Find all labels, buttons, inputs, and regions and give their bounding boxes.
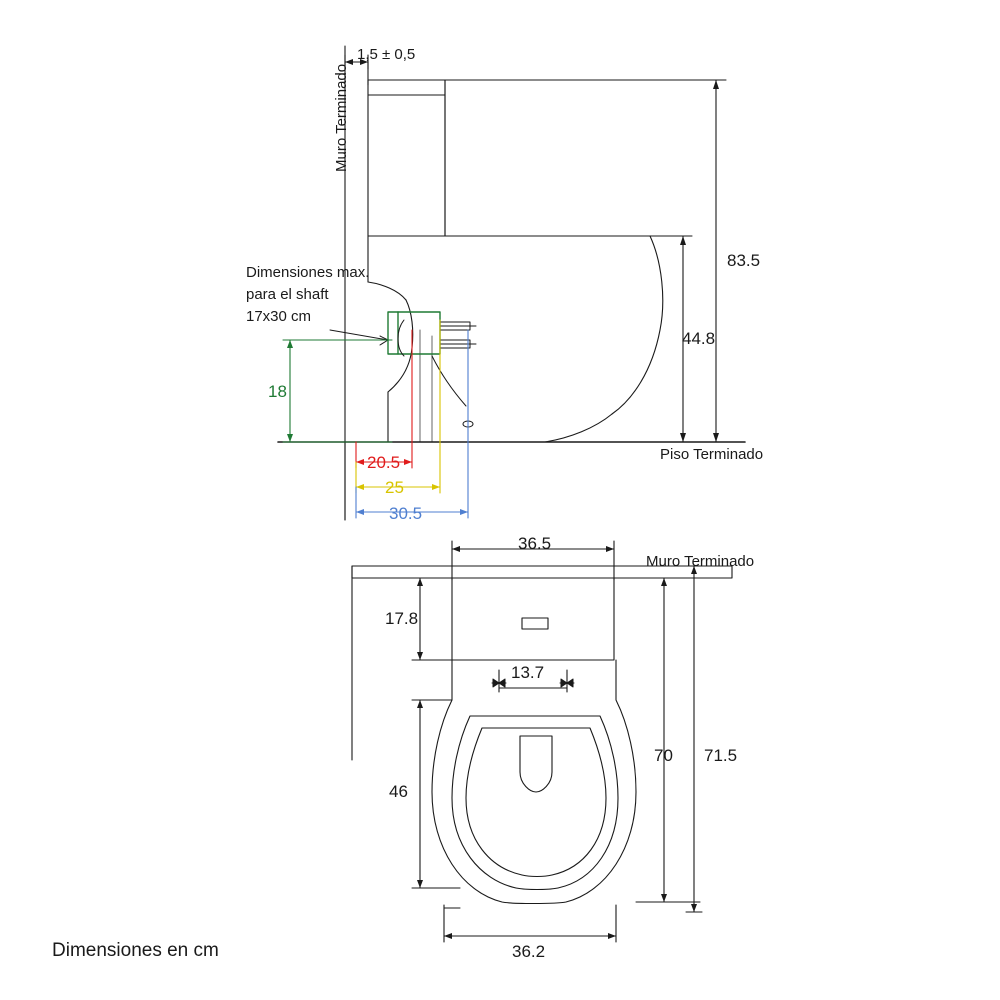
label-shaft-note-line2: para el shaft — [246, 286, 329, 303]
label-shaft-note-line1: Dimensiones max. — [246, 264, 370, 281]
label-muro-terminado-plan: Muro Terminado — [646, 553, 755, 570]
label-bowl-height: 44.8 — [682, 329, 716, 348]
label-tank-width: 36.5 — [518, 534, 552, 553]
label-depth-70: 70 — [654, 746, 673, 765]
units-note: Dimensiones en cm — [52, 940, 219, 961]
label-bowl-width: 46 — [389, 782, 408, 801]
label-dim-30-5: 30.5 — [389, 504, 423, 523]
tank-plan — [452, 578, 614, 660]
flush-button-plan — [522, 618, 548, 629]
label-total-height: 83.5 — [727, 251, 761, 270]
label-depth-total: 71.5 — [704, 746, 738, 765]
seat-notch — [520, 736, 552, 792]
seat-ring-inner — [466, 728, 606, 877]
label-muro-terminado-side: Muro Terminado — [333, 63, 350, 172]
label-dim-20-5: 20.5 — [367, 453, 401, 472]
tank-outline-side — [368, 80, 445, 236]
label-wall-clearance: 1,5 ± 0,5 — [357, 46, 416, 63]
label-shaft-note-line3: 17x30 cm — [246, 308, 312, 325]
label-piso-terminado: Piso Terminado — [660, 446, 764, 463]
label-bowl-front-width: 36.2 — [512, 942, 546, 961]
label-tank-depth: 17.8 — [385, 609, 419, 628]
label-shaft-height: 18 — [268, 382, 287, 401]
label-bolt-spacing: 13.7 — [511, 663, 545, 682]
label-dim-25: 25 — [385, 478, 404, 497]
